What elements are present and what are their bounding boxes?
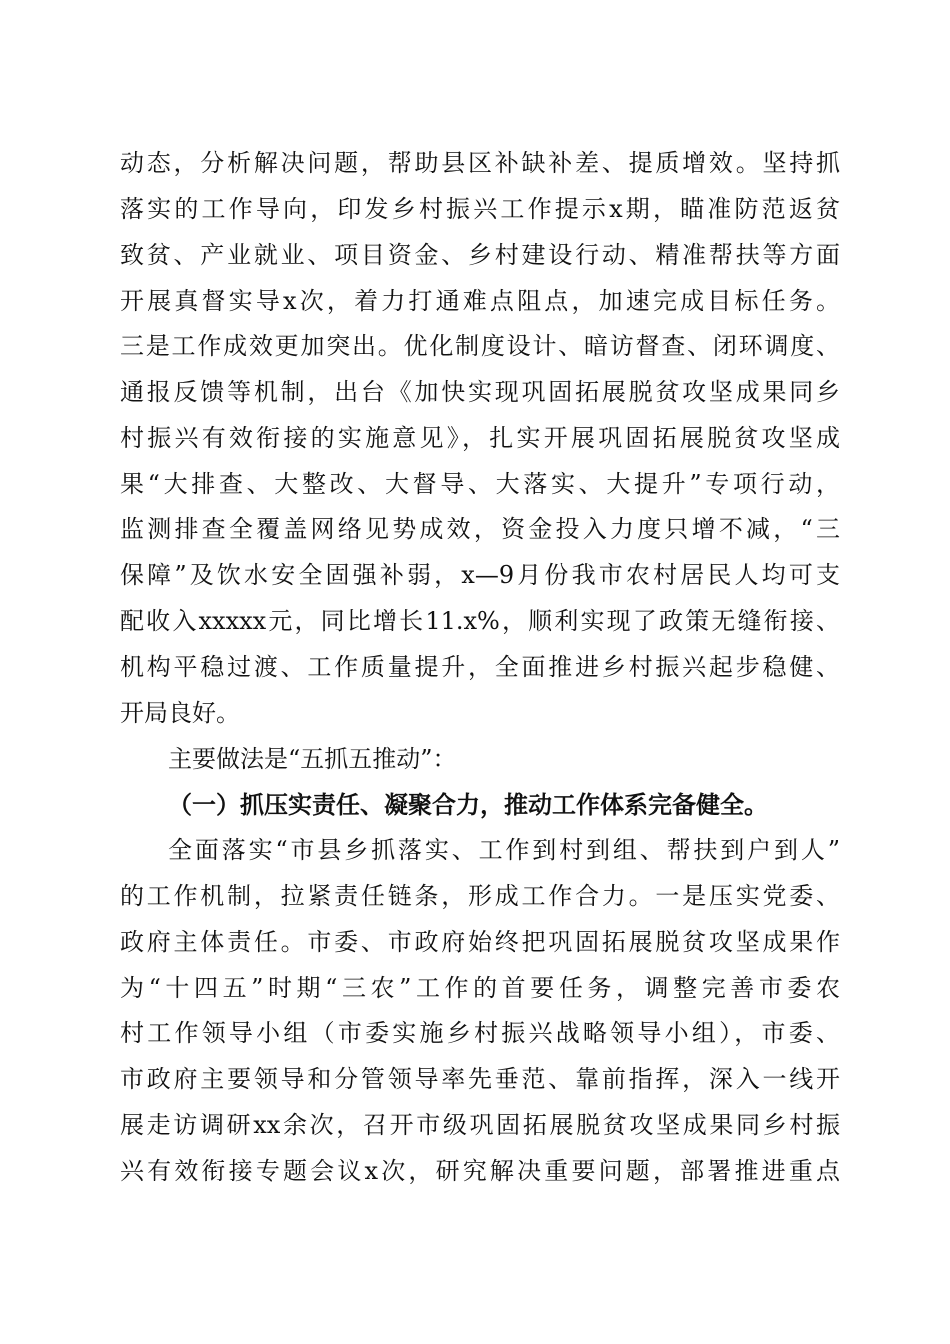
body-text-line: 果“大排查、大整改、大督导、大落实、大提升”专项行动， [120, 470, 840, 498]
body-text-line: 村工作领导小组（市委实施乡村振兴战略领导小组），市委、 [120, 1019, 840, 1047]
body-text-line: 市政府主要领导和分管领导率先垂范、靠前指挥，深入一线开 [120, 1065, 840, 1093]
body-text-line: 机构平稳过渡、工作质量提升，全面推进乡村振兴起步稳健、 [120, 653, 840, 681]
section-heading: （一）抓压实责任、凝聚合力，推动工作体系完备健全。 [168, 790, 768, 819]
intro-line: 主要做法是“五抓五推动”： [168, 745, 457, 773]
body-text-line: 开展真督实导x次，着力打通难点阻点，加速完成目标任务。 [120, 287, 840, 315]
body-text-line: 展走访调研xx余次，召开市级巩固拓展脱贫攻坚成果同乡村振 [120, 1111, 840, 1139]
body-text-line: 兴有效衔接专题会议x次，研究解决重要问题，部署推进重点 [120, 1157, 840, 1185]
body-text-line: 开局良好。 [120, 699, 240, 727]
body-text-line: 动态，分析解决问题，帮助县区补缺补差、提质增效。坚持抓 [120, 149, 840, 177]
body-text-line: 落实的工作导向，印发乡村振兴工作提示x期，瞄准防范返贫 [120, 195, 840, 223]
body-text-line: 配收入xxxxx元，同比增长11.x%，顺利实现了政策无缝衔接、 [120, 607, 840, 635]
body-text-line: 全面落实“市县乡抓落实、工作到村到组、帮扶到户到人” [168, 836, 840, 864]
body-text-line: 政府主体责任。市委、市政府始终把巩固拓展脱贫攻坚成果作 [120, 928, 840, 956]
body-text-line: 保障”及饮水安全固强补弱，x—9月份我市农村居民人均可支 [120, 561, 840, 589]
body-text-line: 通报反馈等机制，出台《加快实现巩固拓展脱贫攻坚成果同乡 [120, 378, 840, 406]
body-text-line: 监测排查全覆盖网络见势成效，资金投入力度只增不减，“三 [120, 515, 840, 543]
body-text-line: 为“十四五”时期“三农”工作的首要任务，调整完善市委农 [120, 974, 840, 1002]
body-text-line: 三是工作成效更加突出。优化制度设计、暗访督查、闭环调度、 [120, 332, 840, 360]
body-text-line: 的工作机制，拉紧责任链条，形成工作合力。一是压实党委、 [120, 882, 840, 910]
body-text-line: 致贫、产业就业、项目资金、乡村建设行动、精准帮扶等方面 [120, 241, 840, 269]
body-text-line: 村振兴有效衔接的实施意见》，扎实开展巩固拓展脱贫攻坚成 [120, 424, 840, 452]
